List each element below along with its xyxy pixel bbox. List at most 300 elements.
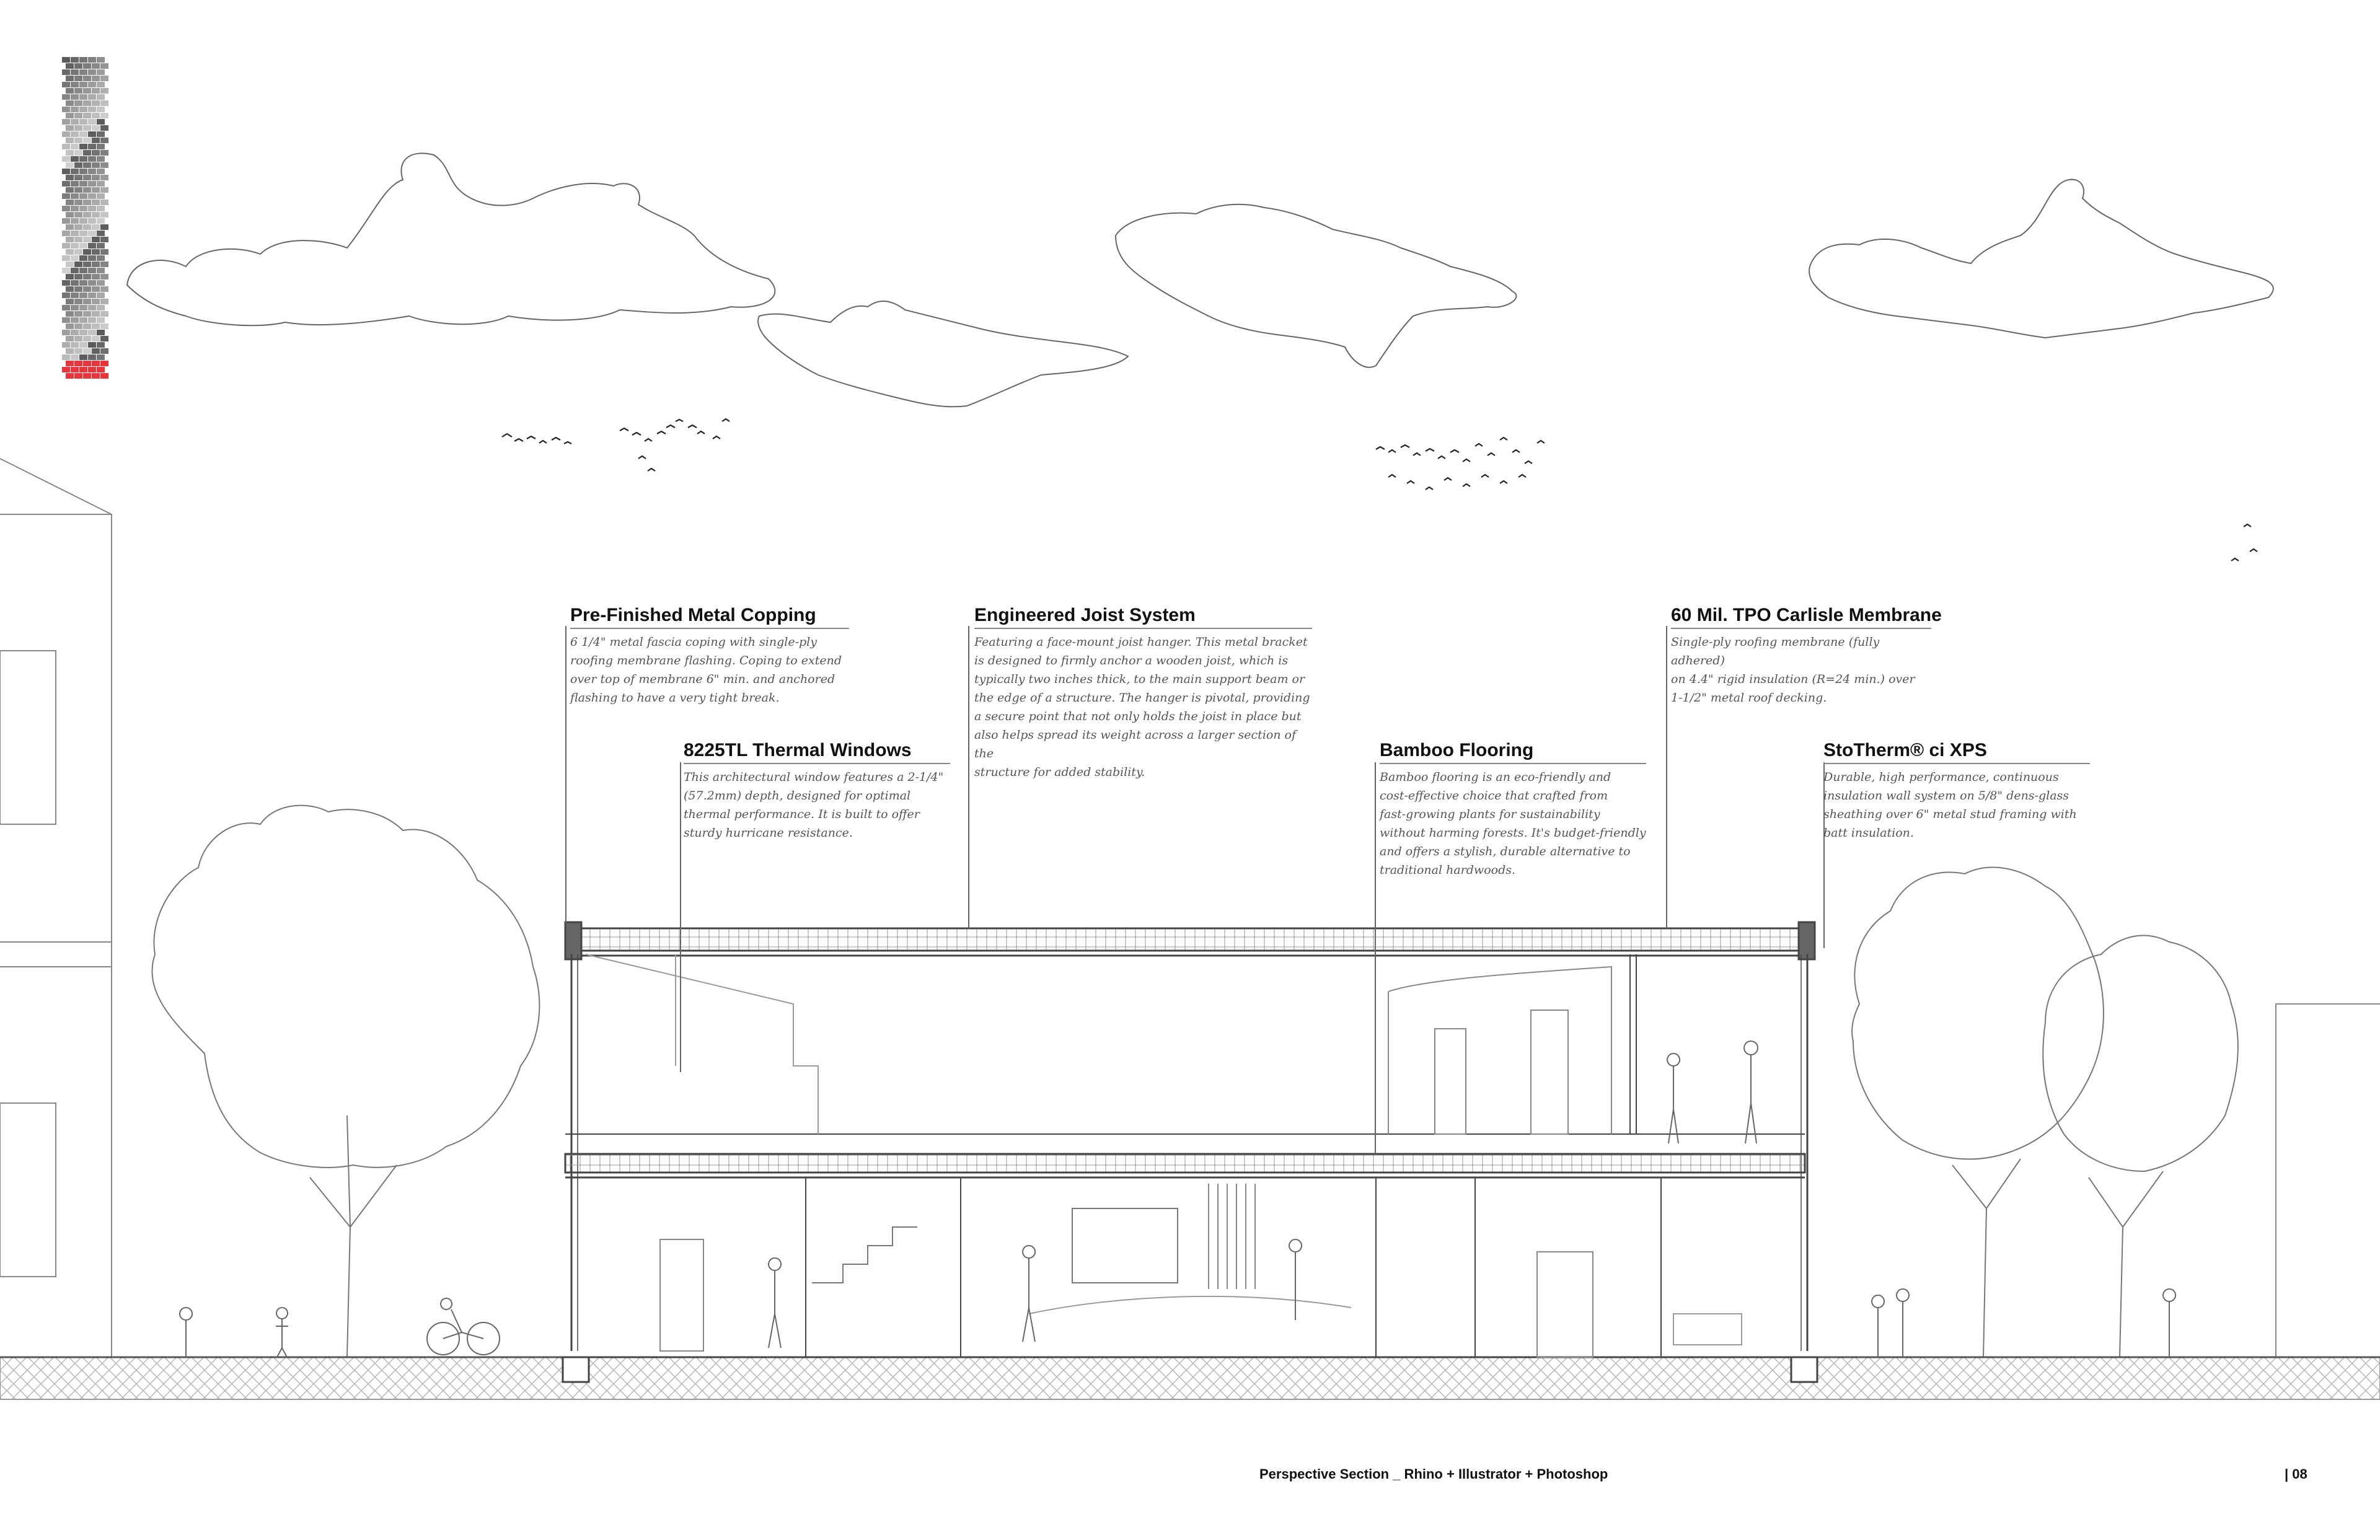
strip-brick (71, 181, 79, 187)
strip-brick (79, 268, 87, 273)
leader-bamboo (1375, 762, 1376, 1154)
strip-brick (83, 63, 91, 69)
strip-brick (88, 82, 96, 87)
strip-brick (74, 373, 82, 379)
strip-brick (79, 206, 87, 211)
strip-brick (71, 193, 79, 199)
callout-windows (684, 739, 950, 842)
strip-brick (97, 342, 105, 348)
strip-brick (97, 206, 105, 211)
strip-brick (97, 280, 105, 286)
strip-brick (92, 373, 100, 379)
strip-brick (62, 119, 70, 125)
strip-brick (71, 255, 79, 261)
strip-brick (97, 317, 105, 323)
strip-brick (71, 317, 79, 323)
strip-brick (74, 63, 82, 69)
strip-brick (74, 100, 82, 106)
strip-brick (88, 255, 96, 261)
ground (0, 1357, 2380, 1399)
strip-brick (71, 206, 79, 211)
strip-brick (62, 243, 70, 249)
callout-title: Engineered Joist System (974, 605, 1196, 625)
strip-brick (100, 249, 108, 255)
strip-brick (62, 193, 70, 199)
strip-brick (83, 311, 91, 317)
strip-brick (97, 268, 105, 273)
strip-brick (74, 361, 82, 366)
strip-brick (97, 305, 105, 310)
strip-brick (79, 107, 87, 112)
strip-brick (100, 187, 108, 193)
strip-brick (71, 305, 79, 310)
strip-brick (66, 200, 74, 205)
strip-brick (100, 150, 108, 156)
strip-brick (71, 280, 79, 286)
strip-brick (100, 162, 108, 168)
strip-brick (92, 212, 100, 218)
strip-brick (92, 100, 100, 106)
strip-brick (62, 156, 70, 162)
strip-brick (66, 212, 74, 218)
strip-brick (88, 119, 96, 125)
strip-brick (88, 156, 96, 162)
strip-brick (66, 76, 74, 81)
strip-brick (66, 237, 74, 242)
strip-brick (83, 249, 91, 255)
strip-brick (100, 212, 108, 218)
strip-brick (74, 212, 82, 218)
strip-brick (97, 169, 105, 174)
strip-brick (92, 63, 100, 69)
strip-brick (66, 373, 74, 379)
strip-brick (71, 156, 79, 162)
strip-brick (97, 293, 105, 298)
people (180, 1041, 2175, 1357)
strip-brick (74, 336, 82, 341)
strip-brick (92, 175, 100, 180)
strip-brick (62, 82, 70, 87)
strip-brick (88, 330, 96, 335)
strip-brick (100, 348, 108, 354)
strip-brick (62, 218, 70, 224)
strip-brick (71, 131, 79, 137)
strip-brick (71, 231, 79, 236)
callout-rule (1671, 628, 1931, 629)
strip-brick (79, 305, 87, 310)
strip-brick (79, 69, 87, 75)
strip-brick (66, 323, 74, 329)
strip-brick (100, 125, 108, 131)
strip-brick (83, 336, 91, 341)
strip-brick (92, 88, 100, 94)
strip-brick (100, 100, 108, 106)
strip-brick (71, 94, 79, 100)
strip-brick (83, 125, 91, 131)
tree-right-2 (2043, 936, 2238, 1357)
strip-brick (79, 57, 87, 63)
callout-title: Bamboo Flooring (1380, 740, 1534, 760)
strip-brick (92, 125, 100, 131)
footer-caption: Perspective Section _ Rhino + Illustrator + Photoshop (1259, 1466, 1608, 1482)
callout-body: 6 1/4" metal fascia coping with single-ply roofing membrane flashing. Coping to extend over top of membrane 6" min. and anchored flashing to have a very tight break. (570, 635, 842, 705)
strip-brick (79, 181, 87, 187)
strip-brick (66, 224, 74, 230)
strip-brick (88, 94, 96, 100)
strip-brick (97, 354, 105, 360)
strip-brick (88, 144, 96, 149)
callout-title: 60 Mil. TPO Carlisle Membrane (1671, 605, 1942, 625)
floor-slab (565, 1154, 1805, 1173)
strip-brick (88, 367, 96, 372)
strip-brick (66, 274, 74, 279)
strip-brick (74, 237, 82, 242)
strip-brick (88, 342, 96, 348)
strip-brick (66, 311, 74, 317)
strip-brick (79, 82, 87, 87)
strip-brick (92, 237, 100, 242)
strip-brick (62, 293, 70, 298)
strip-brick (66, 125, 74, 131)
strip-brick (97, 181, 105, 187)
strip-brick (83, 212, 91, 218)
strip-brick (66, 88, 74, 94)
strip-brick (79, 218, 87, 224)
strip-brick (79, 243, 87, 249)
strip-brick (97, 218, 105, 224)
strip-brick (100, 63, 108, 69)
strip-brick (83, 237, 91, 242)
callout-rule (974, 628, 1312, 629)
callout-rule (1823, 763, 2090, 764)
strip-brick (71, 69, 79, 75)
callout-body: Featuring a face-mount joist hanger. This metal bracket is designed to firmly anchor a wooden joist, which is typically two inches thick, to the main support beam or the edge of a structure. The hanger is pivotal, providing a secure point that not only holds the joist in place but also helps spread its weight across a larger section of the structure for added stability. (974, 635, 1310, 779)
strip-brick (71, 293, 79, 298)
strip-brick (88, 354, 96, 360)
strip-brick (97, 330, 105, 335)
strip-brick (62, 305, 70, 310)
strip-brick (100, 311, 108, 317)
strip-brick (97, 367, 105, 372)
strip-brick (100, 336, 108, 341)
strip-brick (88, 293, 96, 298)
cloud-2 (758, 301, 1128, 407)
cloud-3 (1116, 205, 1516, 367)
cloud-4 (1809, 180, 2273, 338)
strip-brick (79, 354, 87, 360)
strip-brick (79, 119, 87, 125)
strip-brick (74, 323, 82, 329)
strip-brick (66, 100, 74, 106)
strip-brick (74, 125, 82, 131)
strip-brick (92, 323, 100, 329)
strip-brick (83, 373, 91, 379)
neighbor-building-right (2276, 1004, 2380, 1357)
callout-title: StoTherm® ci XPS (1823, 740, 1987, 760)
callout-body: Bamboo flooring is an eco-friendly and cost-effective choice that crafted from fast-growing plants for sustainability without harming forests. It's budget-friendly and offers a stylish, durable alternative to traditional hardwoods. (1380, 770, 1646, 877)
strip-brick (71, 107, 79, 112)
strip-brick (79, 131, 87, 137)
strip-brick (62, 317, 70, 323)
strip-brick (62, 107, 70, 112)
stacked-bricks-icon (62, 57, 109, 379)
strip-brick (97, 255, 105, 261)
strip-brick (74, 175, 82, 180)
strip-brick (62, 144, 70, 149)
leader-windows (680, 762, 681, 1072)
strip-brick (92, 348, 100, 354)
strip-brick (71, 169, 79, 174)
strip-brick (83, 286, 91, 292)
strip-brick (100, 224, 108, 230)
strip-brick (100, 88, 108, 94)
strip-brick (83, 138, 91, 143)
strip-brick (83, 100, 91, 106)
strip-brick (92, 262, 100, 267)
strip-brick (62, 255, 70, 261)
leader-joist (968, 626, 969, 928)
strip-brick (74, 150, 82, 156)
callout-copping (570, 604, 849, 707)
strip-brick (62, 169, 70, 174)
strip-brick (74, 348, 82, 354)
strip-brick (100, 138, 108, 143)
strip-brick (79, 342, 87, 348)
strip-brick (97, 231, 105, 236)
strip-brick (83, 88, 91, 94)
strip-brick (62, 342, 70, 348)
strip-brick (88, 69, 96, 75)
strip-brick (66, 150, 74, 156)
strip-brick (92, 113, 100, 118)
strip-brick (92, 187, 100, 193)
strip-brick (100, 286, 108, 292)
strip-brick (97, 131, 105, 137)
strip-brick (88, 206, 96, 211)
strip-brick (62, 280, 70, 286)
strip-brick (74, 113, 82, 118)
neighbor-building-left (0, 459, 112, 1357)
strip-brick (97, 94, 105, 100)
strip-brick (97, 243, 105, 249)
strip-brick (92, 200, 100, 205)
cloud-1 (127, 153, 775, 325)
strip-brick (74, 311, 82, 317)
strip-brick (97, 57, 105, 63)
strip-brick (74, 162, 82, 168)
strip-brick (66, 336, 74, 341)
strip-brick (92, 336, 100, 341)
strip-brick (71, 218, 79, 224)
strip-brick (100, 262, 108, 267)
strip-brick (97, 119, 105, 125)
parapet-left (565, 922, 581, 959)
strip-brick (66, 348, 74, 354)
strip-brick (66, 299, 74, 304)
strip-brick (71, 243, 79, 249)
strip-brick (62, 57, 70, 63)
callout-joist (974, 604, 1312, 781)
strip-brick (88, 218, 96, 224)
strip-brick (62, 268, 70, 273)
strip-brick (88, 243, 96, 249)
callout-rule (570, 628, 849, 629)
callout-title: 8225TL Thermal Windows (684, 740, 912, 760)
callout-rule (684, 763, 950, 764)
strip-brick (79, 144, 87, 149)
strip-brick (92, 76, 100, 81)
strip-brick (79, 156, 87, 162)
strip-brick (83, 224, 91, 230)
strip-brick (66, 187, 74, 193)
roof-assembly (565, 928, 1805, 951)
strip-brick (100, 175, 108, 180)
strip-brick (83, 187, 91, 193)
strip-brick (74, 200, 82, 205)
callout-bamboo (1380, 739, 1646, 879)
strip-brick (66, 138, 74, 143)
strip-brick (88, 317, 96, 323)
strip-brick (74, 274, 82, 279)
strip-brick (88, 268, 96, 273)
strip-brick (92, 162, 100, 168)
trees (152, 806, 2237, 1357)
strip-brick (88, 131, 96, 137)
strip-brick (83, 299, 91, 304)
strip-brick (62, 69, 70, 75)
strip-brick (97, 144, 105, 149)
strip-brick (71, 82, 79, 87)
strip-brick (97, 69, 105, 75)
strip-brick (74, 138, 82, 143)
strip-brick (83, 262, 91, 267)
strip-brick (83, 150, 91, 156)
strip-brick (66, 162, 74, 168)
strip-brick (88, 280, 96, 286)
strip-brick (62, 367, 70, 372)
strip-brick (66, 262, 74, 267)
strip-brick (83, 361, 91, 366)
strip-brick (92, 138, 100, 143)
tree-right-1 (1852, 868, 2104, 1357)
strip-brick (79, 317, 87, 323)
strip-brick (88, 57, 96, 63)
strip-brick (74, 286, 82, 292)
strip-brick (71, 119, 79, 125)
strip-brick (71, 57, 79, 63)
strip-brick (97, 107, 105, 112)
strip-brick (79, 330, 87, 335)
strip-brick (79, 169, 87, 174)
strip-brick (88, 193, 96, 199)
strip-brick (100, 113, 108, 118)
strip-brick (74, 224, 82, 230)
strip-brick (83, 113, 91, 118)
strip-brick (79, 94, 87, 100)
leader-membrane (1666, 626, 1667, 928)
strip-brick (92, 274, 100, 279)
strip-brick (79, 367, 87, 372)
strip-brick (66, 175, 74, 180)
strip-brick (92, 224, 100, 230)
strip-brick (66, 113, 74, 118)
strip-brick (100, 361, 108, 366)
building-section (563, 922, 1817, 1382)
strip-brick (83, 175, 91, 180)
strip-brick (88, 169, 96, 174)
strip-brick (62, 330, 70, 335)
strip-brick (83, 76, 91, 81)
strip-brick (92, 299, 100, 304)
page-number: | 08 (2285, 1466, 2307, 1482)
strip-brick (62, 231, 70, 236)
strip-brick (71, 268, 79, 273)
strip-brick (71, 354, 79, 360)
strip-brick (100, 373, 108, 379)
strip-brick (88, 305, 96, 310)
strip-brick (79, 231, 87, 236)
strip-brick (74, 299, 82, 304)
strip-brick (71, 144, 79, 149)
callout-body: Single-ply roofing membrane (fully adhered) on 4.4" rigid insulation (R=24 min.) over 1-1/2" metal roof decking. (1671, 635, 1915, 705)
parapet-right (1799, 922, 1815, 959)
strip-brick (62, 131, 70, 137)
strip-brick (83, 323, 91, 329)
strip-brick (71, 342, 79, 348)
strip-brick (100, 237, 108, 242)
strip-brick (92, 311, 100, 317)
strip-brick (92, 286, 100, 292)
callout-stotherm (1823, 739, 2090, 842)
strip-brick (83, 274, 91, 279)
callout-rule (1380, 763, 1646, 764)
clouds (127, 153, 2273, 407)
strip-brick (62, 206, 70, 211)
strip-brick (62, 354, 70, 360)
strip-brick (74, 187, 82, 193)
callout-membrane (1671, 604, 1942, 707)
strip-brick (79, 280, 87, 286)
strip-brick (92, 150, 100, 156)
strip-brick (97, 82, 105, 87)
strip-brick (88, 107, 96, 112)
strip-brick (92, 361, 100, 366)
callout-body: Durable, high performance, continuous insulation wall system on 5/8" dens-glass sheathing over 6" metal stud framing with batt insulation. (1823, 770, 2077, 840)
strip-brick (88, 231, 96, 236)
birds (502, 419, 2257, 561)
strip-brick (100, 76, 108, 81)
strip-brick (74, 88, 82, 94)
leader-copping (565, 626, 566, 923)
strip-brick (66, 361, 74, 366)
strip-brick (79, 193, 87, 199)
callout-body: This architectural window features a 2-1/4" (57.2mm) depth, designed for optimal thermal performance. It is built to offer sturdy hurricane resistance. (684, 770, 944, 840)
strip-brick (79, 255, 87, 261)
strip-brick (66, 63, 74, 69)
strip-brick (83, 162, 91, 168)
strip-brick (92, 249, 100, 255)
strip-brick (100, 299, 108, 304)
strip-brick (79, 293, 87, 298)
strip-brick (74, 262, 82, 267)
strip-brick (74, 249, 82, 255)
strip-brick (66, 286, 74, 292)
tree-left (152, 806, 539, 1357)
strip-brick (97, 193, 105, 199)
strip-brick (88, 181, 96, 187)
strip-brick (66, 249, 74, 255)
strip-brick (83, 200, 91, 205)
